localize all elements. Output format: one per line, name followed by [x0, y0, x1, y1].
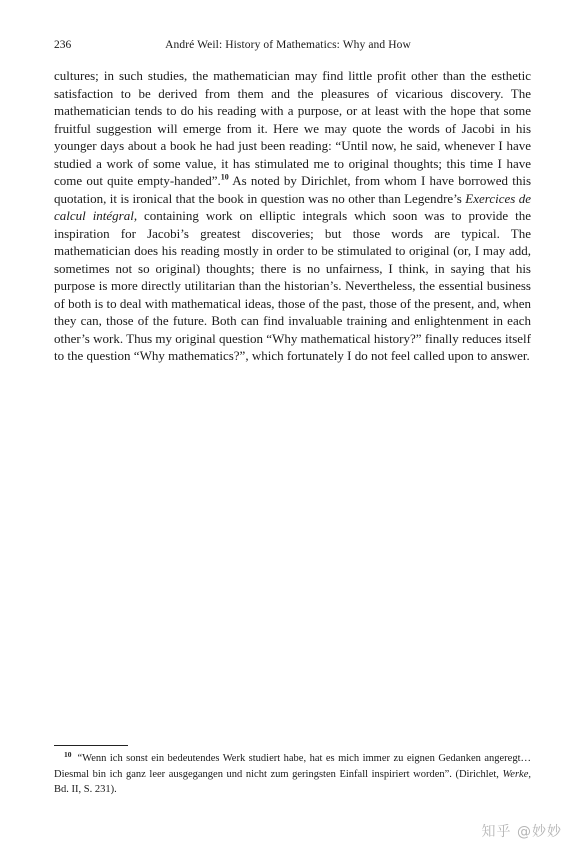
- page-header: [54, 36, 522, 54]
- page-number: 236: [54, 39, 72, 51]
- footnote-reference: 10: [220, 172, 229, 182]
- body-text-part1: cultures; in such studies, the mathematician may find little profit other than the esthetic satisfaction to be derived from them and the pleasures of vicarious discovery. The mathematician tends to do his reading with a purpose, or at least with the hope that some fruitful suggestion will emerge from it. Here we may quote the words of Jacobi in his younger days about a book he had just been reading: “Until now, he said, whenever I have studied a work of some value, it has stimulated me to original thoughts; this time I have come out quite empty-handed”.: [54, 68, 531, 188]
- footnote-text-part2: Bd. II, S. 231).: [54, 784, 117, 795]
- watermark: 知乎 @妙妙: [481, 824, 562, 840]
- footnote-text-part1: “Wenn ich sonst ein bedeutendes Werk studiert habe, hat es mich immer zu eignen Gedanken angeregt… Diesmal bin ich ganz leer ausgegangen und nicht zum geringsten Einfall inspiriert worden”. (Dirichlet,: [54, 753, 531, 780]
- footnote-italic: Werke,: [502, 768, 531, 780]
- body-text-part2: As noted by Dirichlet, from whom I have borrowed this quotation, it is ironical that the book in question was no other than Legendre’s: [54, 173, 531, 206]
- book-title: Exercices de calcul intégral,: [54, 190, 531, 223]
- footnote: [54, 751, 531, 798]
- body-paragraph: [54, 67, 531, 365]
- footnote-divider: [54, 745, 128, 746]
- body-text-part3: containing work on elliptic integrals which soon was to provide the inspiration for Jacobi’s greatest discoveries; but those words are typical. The mathematician does his reading mostly in order to be stimulated to original (or, I may add, sometimes not so original) thoughts; there is no unfairness, I think, in saying that his purpose is more directly utilitarian than the historian’s. Nevertheless, the essential business of both is to deal with mathematical ideas, those of the past, those of the present, and, when they can, those of the future. Both can find invaluable training and enlightenment in each other’s work. Thus my original question “Why mathematical history?” finally reduces itself to the question “Why mathematics?”, which fortunately I do not feel called upon to answer.: [54, 208, 531, 363]
- running-title: André Weil: History of Mathematics: Why and How: [165, 39, 411, 51]
- footnote-number: 10: [64, 749, 72, 759]
